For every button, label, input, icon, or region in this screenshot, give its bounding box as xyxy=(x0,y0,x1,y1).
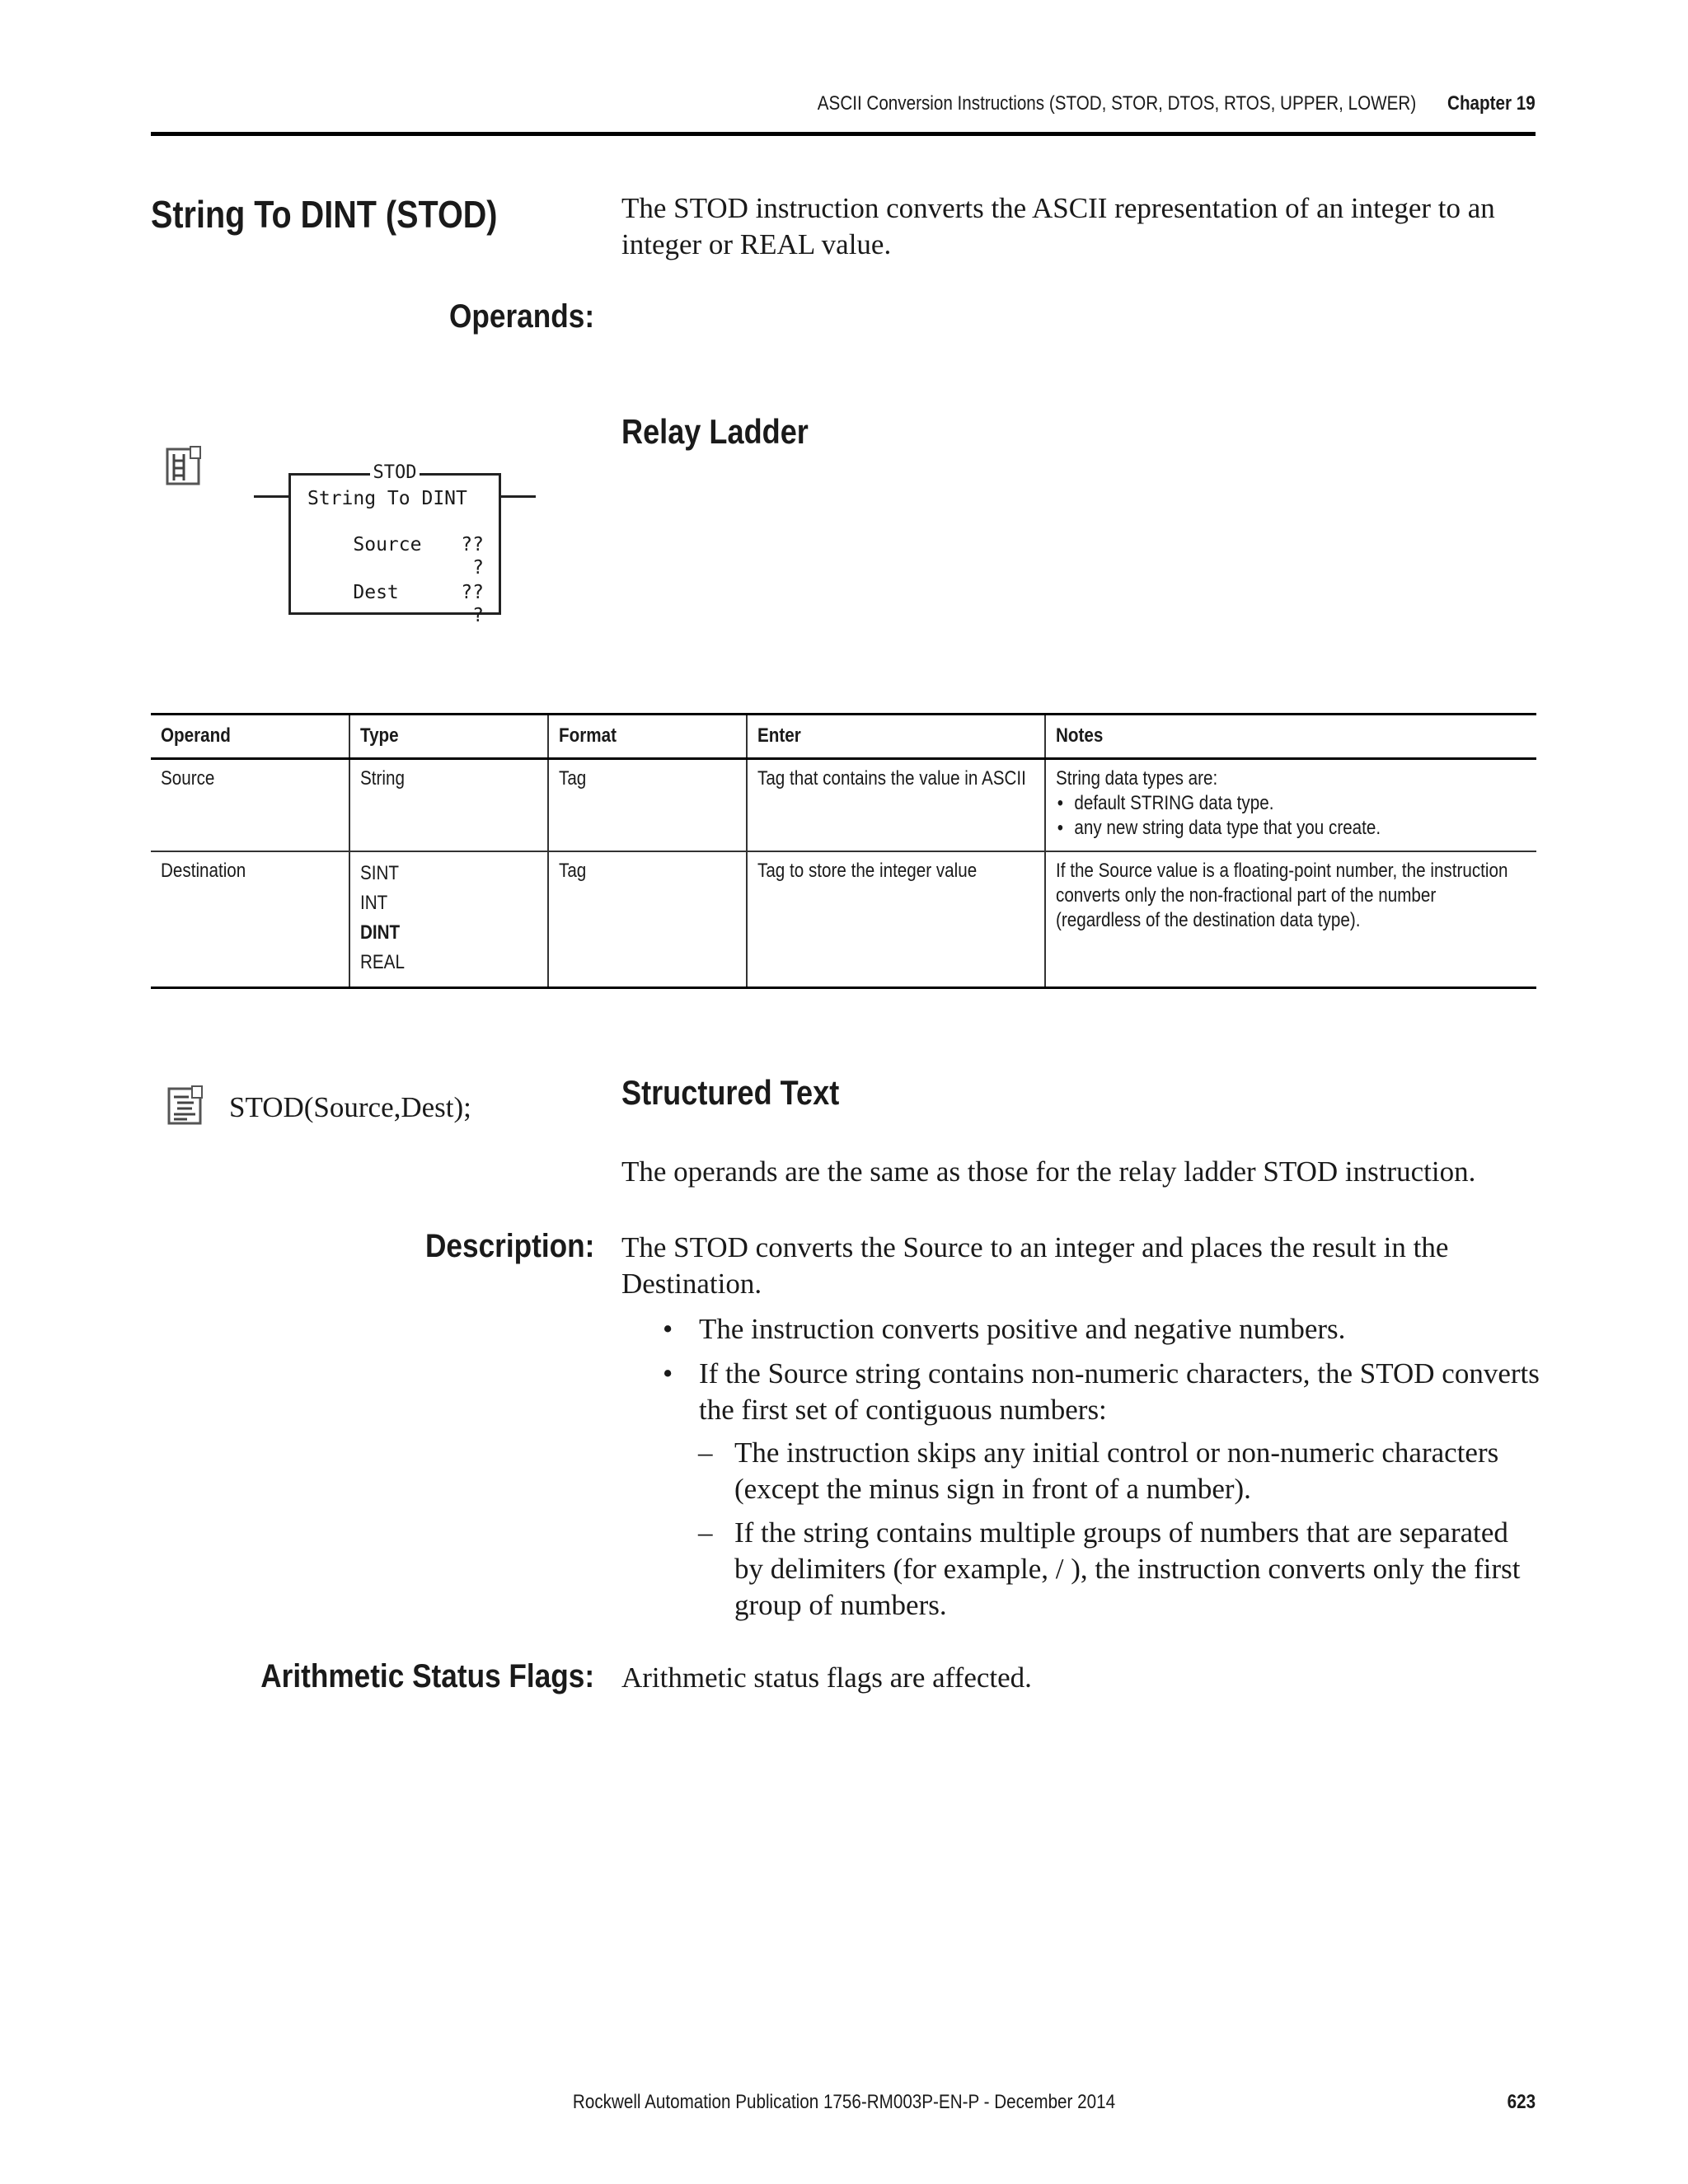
cell-operand: Source xyxy=(161,767,215,790)
cell-notes xyxy=(1045,759,1536,851)
structured-text-code: STOD(Source,Dest); xyxy=(229,1091,471,1123)
block-title: STOD xyxy=(291,462,499,483)
table-row xyxy=(151,759,1536,851)
dest-tag-value: ?? xyxy=(461,582,484,603)
dash-marker-icon: – xyxy=(698,1516,713,1549)
type-dint: DINT xyxy=(360,921,401,944)
cell-type: String xyxy=(349,759,548,851)
right-rung-wire xyxy=(499,495,536,498)
col-header-operand: Operand xyxy=(161,724,231,747)
running-header xyxy=(818,92,1536,115)
ladder-logic-icon xyxy=(166,446,204,487)
type-int: INT xyxy=(360,891,388,914)
notes-item: • default STRING data type. xyxy=(1056,791,1526,816)
operands-table xyxy=(151,713,1536,989)
dest-label: Dest xyxy=(353,582,399,603)
cell-format: Tag xyxy=(548,851,747,988)
description-text: The STOD converts the Source to an integer and places the result in the Destination. xyxy=(621,1231,1449,1300)
page-title: String To DINT (STOD) xyxy=(151,193,498,236)
structured-text-icon xyxy=(167,1085,205,1127)
structured-text-note: The operands are the same as those for the relay ladder STOD instruction. xyxy=(621,1155,1476,1188)
source-label: Source xyxy=(353,534,422,555)
description-bullet: • The instruction converts positive and negative numbers. xyxy=(699,1311,1540,1347)
cell-operand: Destination xyxy=(161,859,246,882)
header-rule xyxy=(151,132,1536,136)
cell-notes: If the Source value is a floating-point number, the instruction converts only the non-fractional part of the number (regardless of the destination data type). xyxy=(1045,851,1536,988)
arithmetic-status-text: Arithmetic status flags are affected. xyxy=(621,1661,1032,1694)
structured-text-heading: Structured Text xyxy=(621,1073,840,1112)
col-header-enter: Enter xyxy=(747,715,1045,759)
header-chapter: Chapter 19 xyxy=(1447,92,1536,115)
type-real: REAL xyxy=(360,950,405,973)
col-header-notes: Notes xyxy=(1045,715,1536,759)
cell-format: Tag xyxy=(548,759,747,851)
arithmetic-status-label: Arithmetic Status Flags: xyxy=(260,1658,594,1694)
description-bullet: • If the Source string contains non-numeric characters, the STOD converts the first set of contiguous numbers: xyxy=(663,1357,1540,1426)
cell-enter: Tag to store the integer value xyxy=(747,851,1045,988)
cell-type xyxy=(349,851,548,988)
cell-enter: Tag that contains the value in ASCII xyxy=(747,759,1045,851)
table-row xyxy=(151,851,1536,988)
type-sint: SINT xyxy=(360,861,400,884)
dash-marker-icon: – xyxy=(698,1436,713,1469)
left-rung-wire xyxy=(254,495,291,498)
notes-item: • any new string data type that you create. xyxy=(1056,816,1526,841)
dest-value: ? xyxy=(472,605,484,626)
stod-instruction-block xyxy=(288,462,501,626)
intro-text: The STOD instruction converts the ASCII representation of an integer to an integer or REAL value. xyxy=(621,192,1495,260)
operands-label: Operands: xyxy=(448,298,594,335)
page-number: 623 xyxy=(1507,2091,1536,2113)
block-line-dest xyxy=(307,558,484,650)
description-sub-bullet: – The instruction skips any initial control or non-numeric characters (except the minus sign in front of a number). xyxy=(698,1436,1499,1505)
block-line-name: String To DINT xyxy=(307,488,467,509)
source-value: ? xyxy=(472,557,484,579)
col-header-type: Type xyxy=(349,715,548,759)
notes-intro: String data types are: xyxy=(1056,767,1218,790)
bullet-dot-icon: • xyxy=(663,1357,673,1390)
col-header-format: Format xyxy=(548,715,747,759)
description-label: Description: xyxy=(424,1228,594,1264)
footer-publication: Rockwell Automation Publication 1756-RM003P-EN-P - December 2014 xyxy=(572,2091,1116,2113)
source-tag-value: ?? xyxy=(461,534,484,555)
relay-ladder-heading: Relay Ladder xyxy=(621,412,809,451)
description-sub-bullet: – If the string contains multiple groups of numbers that are separated by delimiters (for example, / ), the instruction converts only the first group of numbers. xyxy=(698,1516,1521,1621)
header-section-title: ASCII Conversion Instructions (STOD, STOR, DTOS, RTOS, UPPER, LOWER) xyxy=(818,92,1417,115)
table-header-row xyxy=(151,715,1536,759)
bullet-dot-icon: • xyxy=(663,1313,673,1345)
